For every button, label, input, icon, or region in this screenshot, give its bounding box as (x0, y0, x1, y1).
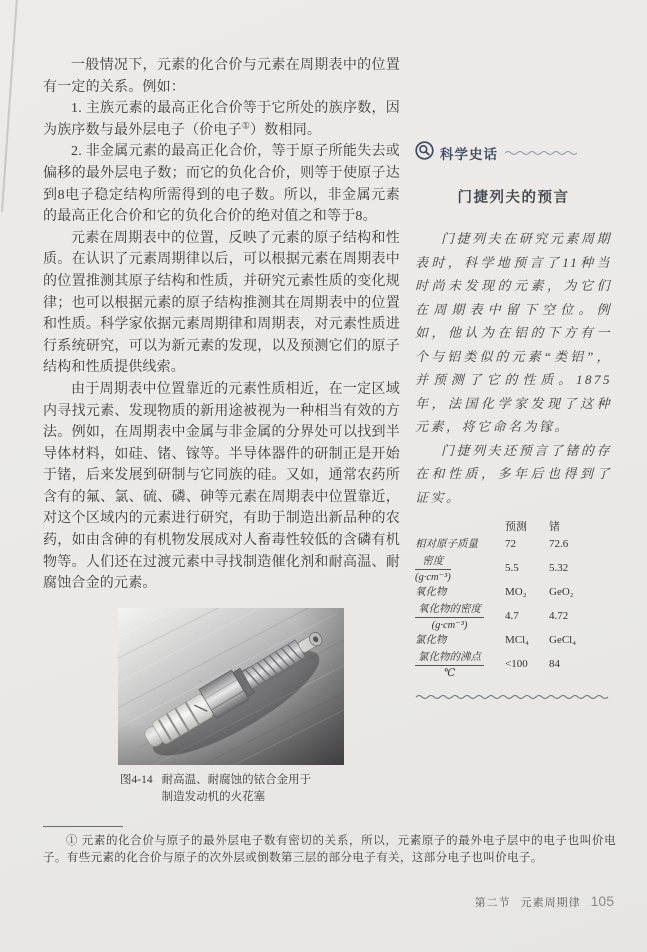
footnote-marker: ① (66, 835, 79, 847)
row-actual-value: GeO₂ (549, 585, 574, 598)
table-row (415, 601, 612, 630)
row-label: 氧化物 (415, 587, 447, 598)
row-predicted-value: MCl₄ (505, 633, 530, 646)
sidebar-article-body (415, 227, 612, 509)
row-actual-value: 5.32 (549, 562, 569, 574)
row-label-top: 密度 (415, 553, 451, 570)
row-label (415, 649, 505, 679)
row-actual-value: 4.72 (549, 610, 569, 622)
header-wavy-line (504, 144, 578, 162)
table-header-row (415, 517, 612, 534)
science-history-box (415, 142, 612, 706)
figure-label: 图4-14 (120, 774, 153, 786)
paragraph-applications: 由于周期表中位置靠近的元素性质相近，在一定区域内寻找元素、发现物质的新用途被视为一种相当有效的方法。例如，在周期表中金属与非金属的分界处可以找到半导体材料，如硅、锗、镓等。半导体器件的研制正是开始于锗，后来发展到研制与它同族的硅。又如，通常农药所含有的氟、氯、硫、磷、砷等元素在周期表中位置靠近，对这个区域内的元素进行研究，有助于制造出新品种的农药，如由含砷的有机物发展成对人畜毒性较低的含磷有机物等。人们还在过渡元素中寻找制造催化剂和耐高温、耐腐蚀合金的元素。 (43, 381, 400, 592)
row-label: 氯化物 (415, 635, 447, 646)
footer-chapter: 元素周期律 (520, 897, 581, 909)
footnote (43, 833, 616, 866)
row-predicted-value: 5.5 (505, 562, 519, 574)
sidebar-article-title: 门捷列夫的预言 (457, 190, 570, 206)
footer-section: 第二节 (474, 897, 511, 909)
paragraph-rule-1 (43, 98, 400, 141)
main-text-column (43, 55, 400, 595)
paragraph-rule-1-text: 1. 主族元素的最高正化合价等于它所处的族序数，因为族序数与最外层电子（价电子 (43, 101, 400, 138)
row-label (415, 601, 505, 631)
row-predicted-value: MO₂ (505, 585, 527, 598)
paragraph-intro: 一般情况下，元素的化合价与元素在周期表中的位置有一定的关系。例如： (43, 58, 400, 95)
paragraph-rule-1-tail: ）数相同。 (250, 122, 322, 138)
row-label-unit: (g·cm⁻³) (431, 620, 468, 631)
germanium-prediction-table (415, 517, 612, 678)
magnifier-badge-icon (415, 141, 434, 165)
row-label: 相对原子质量 (415, 539, 478, 550)
science-history-header (415, 142, 612, 164)
row-actual-value: 72.6 (549, 537, 569, 550)
footnote-divider (43, 826, 123, 827)
row-actual-value: GeCl₄ (549, 633, 577, 646)
row-label-top: 氯化物的沸点 (415, 649, 484, 666)
row-label-top: 氧化物的密度 (415, 601, 484, 618)
figure-caption-text (162, 772, 312, 805)
table-header-predicted: 预测 (505, 520, 527, 533)
table-row (415, 649, 612, 678)
row-predicted-value: 4.7 (505, 610, 519, 622)
footnote-marker-ref: ① (241, 120, 251, 131)
footnote-text (43, 833, 616, 866)
paragraph-position: 元素在周期表中的位置，反映了元素的原子结构和性质。在认识了元素周期律以后，可以根据元素在周期表中的位置推测其原子结构和性质，并研究元素性质的变化规律；也可以根据元素的原子结构推测其在周期表中的位置和性质。科学家依据元素周期律和周期表，对元素性质进行系统研究，可以为新元素的发现，以及预测它们的原子结构和性质提供线索。 (43, 230, 400, 376)
row-predicted-value: <100 (505, 658, 528, 670)
scan-artifact (1, 0, 19, 212)
science-history-tag: 科学史话 (440, 147, 498, 162)
figure-caption-line2: 制造发动机的火花塞 (161, 790, 266, 803)
table-header-germanium: 锗 (549, 520, 560, 533)
page-footer (475, 893, 614, 910)
sidebar-paragraph-2: 门捷列夫还预言了锗的存在和性质，多年后也得到了证实。 (415, 442, 612, 505)
page-number: 105 (590, 893, 614, 909)
table-row (415, 534, 612, 553)
figure-caption-line1: 耐高温、耐腐蚀的铱合金用于 (161, 774, 312, 786)
sidebar-paragraph-1: 门捷列夫在研究元素周期表时，科学地预言了11种当时尚未发现的元素，为它们在周期表中留下空位。例如，他认为在铝的下方有一个与铝类似的元素“类铝”，并预测了它的性质。1875年，法国化学家发现了这种元素，将它命名为镓。 (415, 231, 612, 434)
row-label (415, 553, 505, 583)
figure-caption (120, 772, 370, 805)
footnote-body: 元素的化合价与原子的最外层电子数有密切的关系，所以，元素原子的最外电子层中的电子也叫价电子。有些元素的化合价与原子的次外层或倒数第三层的部分电子有关，这部分电子也叫价电子。 (43, 835, 616, 864)
spark-plug-photo (118, 608, 344, 765)
row-predicted-value: 72 (505, 537, 516, 550)
row-label-unit: ℃ (443, 668, 456, 679)
table-row (415, 630, 612, 649)
sidebar-end-wavy-line (415, 688, 612, 706)
table-row (415, 553, 612, 582)
row-actual-value: 84 (549, 658, 560, 670)
paragraph-rule-2: 2. 非金属元素的最高正化合价，等于原子所能失去或偏移的最外层电子数；而它的负化合价，则等于使原子达到8电子稳定结构所需得到的电子数。所以，非金属元素的最高正化合价和它的负化合价的绝对值之和等于8。 (43, 144, 400, 225)
table-row (415, 582, 612, 601)
row-label-unit: (g·cm⁻³) (415, 572, 451, 583)
